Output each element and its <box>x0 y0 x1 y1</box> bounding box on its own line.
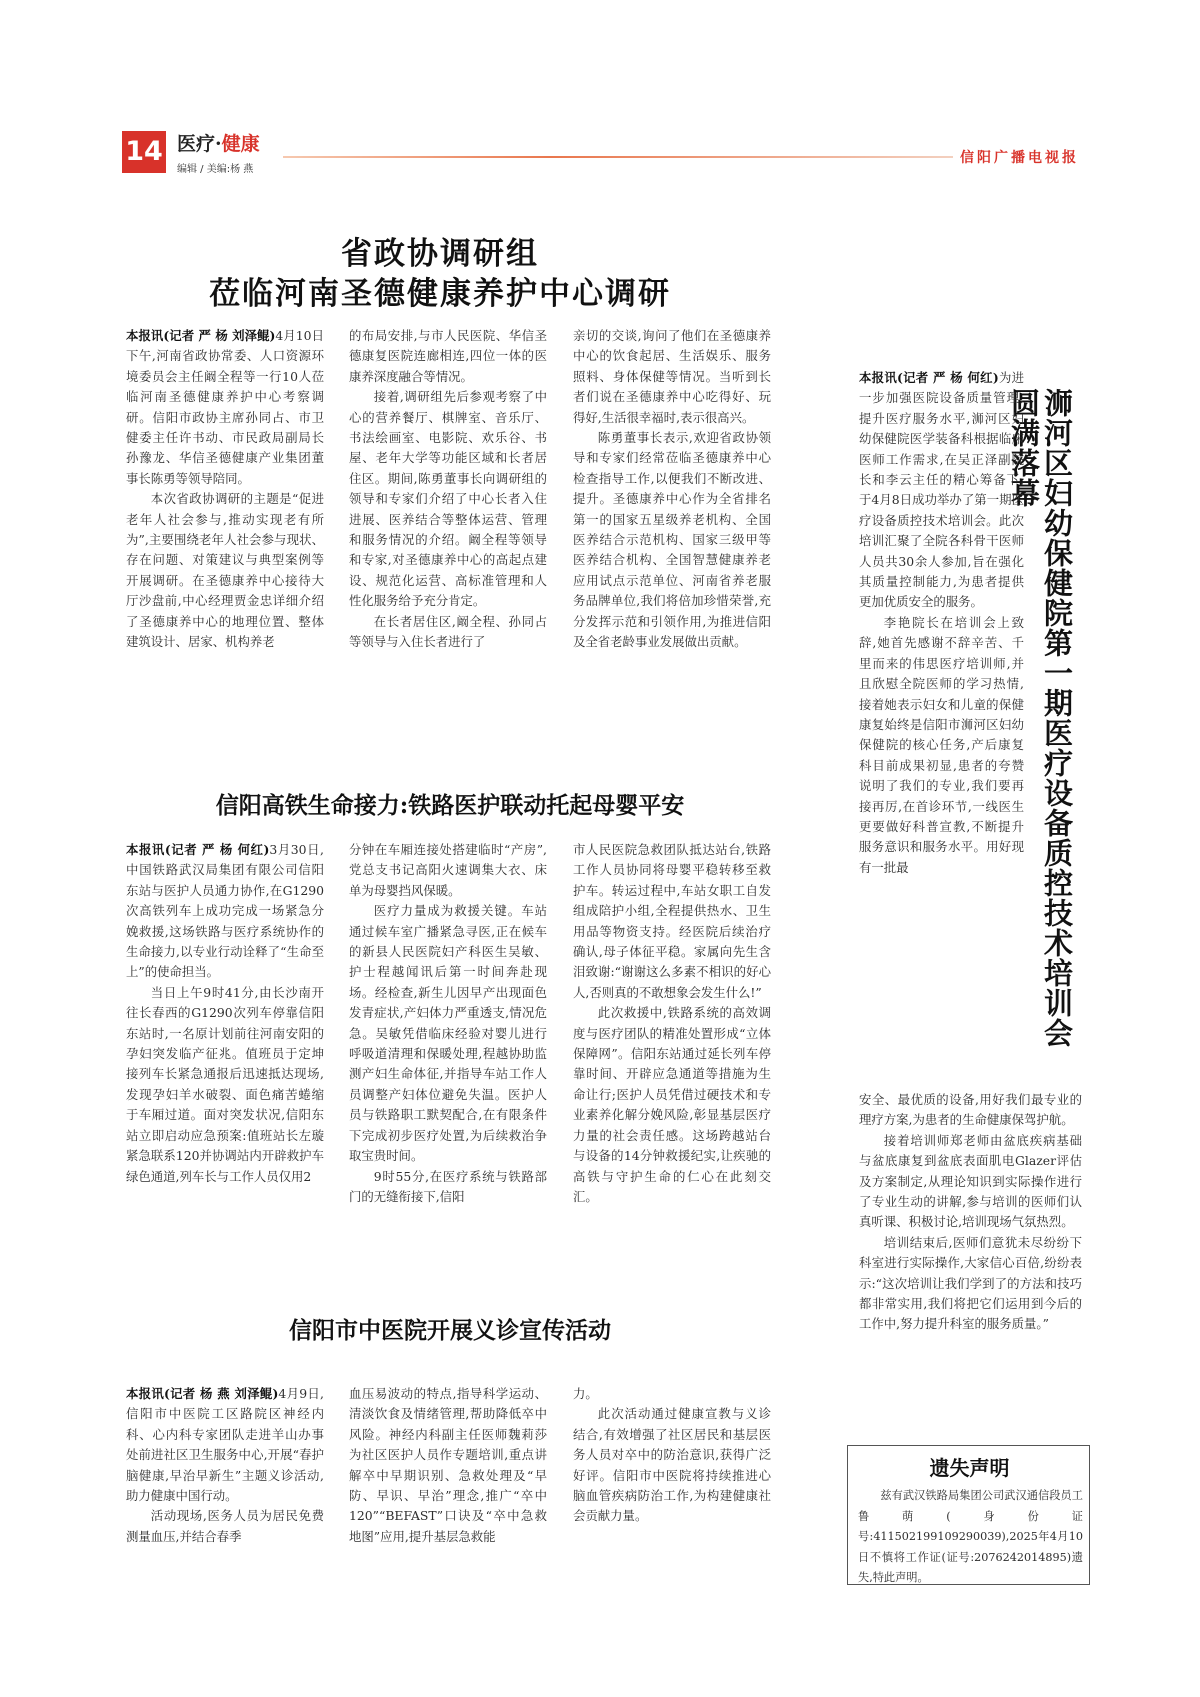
article4-lead-paragraph <box>859 368 1024 613</box>
article1-paragraph: 在长者居住区,阚全程、孙同占等领导与入住长者进行了 <box>349 613 547 650</box>
article3-paragraph: 血压易波动的特点,指导科学运动、清淡饮食及情绪管理,帮助降低卒中风险。神经内科副主任医师魏莉莎为社区医护人员作专题培训,重点讲解卒中早期识别、急救处理及“早防、早识、早治”理念,推广“卒中120”“BEFAST”口诀及“卒中急救地图”应用,提升基层急救能 <box>349 1386 547 1544</box>
article4-paragraph: 培训结束后,医师们意犹未尽纷纷下科室进行实际操作,大家信心百倍,纷纷表示:“这次培训让我们学到了的方法和技巧都非常实用,我们将把它们运用到今后的工作中,努力提升科室的服务质量。” <box>859 1234 1082 1332</box>
lost-notice-body <box>858 1486 1083 1589</box>
article2-paragraph: 当日上午9时41分,由长沙南开往长春西的G1290次列车停靠信阳东站时,一名原计划前往河南安阳的孕妇突发临产征兆。值班员于定坤接列车长紧急通报后迅速抵达现场,发现孕妇羊水破裂、面色痛苦蜷缩于车厢过道。面对突发状况,信阳东站立即启动应急预案:值班站长左璇紧急联系120并协调站内开辟救护车绿色通道,列车长与工作人员仅用2 <box>126 984 324 1184</box>
lost-notice-title: 遗失声明 <box>929 1456 1010 1480</box>
article3-lead-paragraph <box>126 1384 324 1506</box>
article3-byline: 本报讯(记者 杨 燕 刘泽鲲) <box>126 1386 279 1401</box>
article3-column-2 <box>349 1384 547 1594</box>
article4-column-bottom <box>859 1090 1082 1420</box>
article1-column-3 <box>573 326 771 746</box>
article4-byline: 本报讯(记者 严 杨 何红) <box>859 370 999 385</box>
lost-notice-box <box>847 1445 1090 1585</box>
article1-paragraph: 亲切的交谈,询问了他们在圣德康养中心的饮食起居、生活娱乐、服务照料、身体保健等情况。当听到长者们说在圣德康养中心吃得好、玩得好,生活很幸福时,表示很高兴。 <box>573 328 771 425</box>
article3-column-1 <box>126 1384 324 1594</box>
section-title-part2: 健康 <box>221 133 260 155</box>
article4-column-top <box>859 368 1024 1088</box>
article1-paragraph: 陈勇董事长表示,欢迎省政协领导和专家们经常莅临圣德康养中心检查指导工作,以便我们不断改进、提升。圣德康养中心作为全省排名第一的国家五星级养老机构、全国医养结合示范机构、国家三级甲等医养结合机构、全国智慧健康养老应用试点示范单位、河南省养老服务品牌单位,我们将倍加珍惜荣誉,充分发挥示范和引领作用,为推进信阳及全省老龄事业发展做出贡献。 <box>573 430 771 650</box>
article2-title: 信阳高铁生命接力:铁路医护联动托起母婴平安 <box>215 792 685 819</box>
article3-paragraph: 活动现场,医务人员为居民免费测量血压,并结合春季 <box>126 1508 324 1544</box>
article2-byline: 本报讯(记者 严 杨 何红) <box>126 842 270 857</box>
article1-column-1 <box>126 326 324 746</box>
article4-paragraph: 李艳院长在培训会上致辞,她首先感谢不辞辛苦、千里而来的伟思医疗培训师,并且欣慰全院医师的学习热情,接着她表示妇女和儿童的保健康复始终是信阳市浉河区妇幼保健院的核心任务,产后康复科目前成果初显,患者的夸赞说明了我们的专业,我们要再接再厉,在首诊环节,一线医生更要做好科普宣教,不断提升服务意识和服务水平。用好现有一批最 <box>859 614 1024 875</box>
editor-credit: 编辑 / 美编:杨 燕 <box>177 164 254 175</box>
article3-column-3 <box>573 1384 771 1594</box>
article4-paragraph: 安全、最优质的设备,用好我们最专业的理疗方案,为患者的生命健康保驾护航。 <box>859 1092 1082 1128</box>
article1-title-line1: 省政协调研组 <box>341 236 539 272</box>
lost-notice-text: 兹有武汉铁路局集团公司武汉通信段员工鲁萌(身份证号:411502199109290039),2025年4月10日不慎将工作证(证号:2076242014895)遗失,特此声明。 <box>858 1489 1083 1584</box>
article3-lead-text: 4月9日,信阳市中医院工区路院区神经内科、心内科专家团队走进羊山办事处前进社区卫生服务中心,开展“春护脑健康,早治早新生”主题义诊活动,助力健康中国行动。 <box>126 1386 324 1504</box>
section-title-part1: 医疗· <box>177 133 222 155</box>
article1-byline: 本报讯(记者 严 杨 刘泽鲲) <box>126 328 276 343</box>
article4-paragraph: 接着培训师郑老师由盆底疾病基础与盆底康复到盆底表面肌电Glazer评估及方案制定,从理论知识到实际操作进行了专业生动的讲解,参与培训的医师们认真听课、积极讨论,培训现场气氛热烈。 <box>859 1132 1082 1230</box>
article1-lead-text: 4月10日下午,河南省政协常委、人口资源环境委员会主任阚全程等一行10人莅临河南圣德健康养护中心考察调研。信阳市政协主席孙同占、市卫健委主任许书动、市民政局副局长孙豫龙、华信圣德健康产业集团董事长陈勇等领导陪同。 <box>126 328 324 486</box>
article3-title: 信阳市中医院开展义诊宣传活动 <box>289 1317 611 1344</box>
article1-paragraph: 本次省政协调研的主题是“促进老年人社会参与,推动实现老有所为”,主要围绕老年人社会参与现状、存在问题、对策建议与典型案例等开展调研。在圣德康养中心接待大厅沙盘前,中心经理贾金忠详细介绍了圣德康养中心的地理位置、整体建筑设计、居家、机构养老 <box>126 491 324 650</box>
article2-column-1 <box>126 840 324 1290</box>
article2-column-2 <box>349 840 547 1290</box>
article1-title-line2: 莅临河南圣德健康养护中心调研 <box>209 276 671 312</box>
article3-paragraph: 力。 <box>573 1386 598 1401</box>
article1-column-2 <box>349 326 547 746</box>
article2-lead-text: 3月30日,中国铁路武汉局集团有限公司信阳东站与医护人员通力协作,在G1290次高铁列车上成功完成一场紧急分娩救援,这场铁路与医疗系统协作的生命接力,以专业行动诠释了“生命至上”的使命担当。 <box>126 842 324 980</box>
article2-paragraph: 医疗力量成为救援关键。车站通过候车室广播紧急寻医,正在候车的新县人民医院妇产科医生吴敏、护士程越闻讯后第一时间奔赴现场。经检查,新生儿因早产出现面色发青症状,产妇体力严重透支,情况危急。吴敏凭借临床经验对婴儿进行呼吸道清理和保暖处理,程越协助监测产妇生命体征,并指导车站工作人员调整产妇体位避免失温。医护人员与铁路职工默契配合,在有限条件下完成初步医疗处置,为后续救治争取宝贵时间。 <box>349 903 547 1164</box>
article2-paragraph: 分钟在车厢连接处搭建临时“产房”,党总支书记高阳火速调集大衣、床单为母婴挡风保暖。 <box>349 842 547 898</box>
article1-paragraph: 的布局安排,与市人民医院、华信圣德康复医院连廊相连,四位一体的医康养深度融合等情况。 <box>349 328 547 384</box>
newspaper-name: 信阳广播电视报 <box>960 150 1079 166</box>
article2-lead-paragraph <box>126 840 324 983</box>
article1-paragraph: 接着,调研组先后参观考察了中心的营养餐厅、棋牌室、音乐厅、书法绘画室、电影院、欢乐谷、书屋、老年大学等功能区域和长者居住区。期间,陈勇董事长向调研组的领导和专家们介绍了中心长者入住进展、医养结合等整体运营、管理和服务情况的介绍。阚全程等领导和专家,对圣德康养中心的高起点建设、规范化运营、高标准管理和人性化服务给予充分肯定。 <box>349 389 547 609</box>
article2-paragraph: 市人民医院急救团队抵达站台,铁路工作人员协同将母婴平稳转移至救护车。转运过程中,车站女职工自发组成陪护小组,全程提供热水、卫生用品等物资支持。经医院后续治疗确认,母子体征平稳。家属向先生含泪致谢:“谢谢这么多素不相识的好心人,否则真的不敢想象会发生什么!” <box>573 842 771 1000</box>
section-title <box>177 129 260 156</box>
article3-paragraph: 此次活动通过健康宣教与义诊结合,有效增强了社区居民和基层医务人员对卒中的防治意识,获得广泛好评。信阳市中医院将持续推进心脑血管疾病防治工作,为构建健康社会贡献力量。 <box>573 1406 771 1524</box>
article2-column-3 <box>573 840 771 1290</box>
article2-paragraph: 9时55分,在医疗系统与铁路部门的无缝衔接下,信阳 <box>349 1168 547 1204</box>
article2-paragraph: 此次救援中,铁路系统的高效调度与医疗团队的精准处置形成“立体保障网”。信阳东站通过延长列车停靠时间、开辟应急通道等措施为生命让行;医护人员凭借过硬技术和专业素养化解分娩风险,彰显基层医疗力量的社会责任感。这场跨越站台与设备的14分钟救援纪实,让疾驰的高铁与守护生命的仁心在此刻交汇。 <box>573 1005 771 1204</box>
article4-lead-text: 为进一步加强医院设备质量管理,提升医疗服务水平,浉河区妇幼保健院医学装备科根据临床医师工作需求,在吴正泽副院长和李云主任的精心筹备下,于4月8日成功举办了第一期医疗设备质控技术培训会。此次培训汇聚了全院各科骨干医师人员共30余人参加,旨在强化其质量控制能力,为患者提供更加优质安全的服务。 <box>859 370 1024 610</box>
article4-title: 浉河区妇幼保健院第一期医疗设备质控技术培训会圆满落幕 <box>1007 388 1074 1048</box>
header-divider <box>283 156 953 158</box>
page-number: 14 <box>122 131 166 173</box>
article1-lead-paragraph <box>126 326 324 489</box>
